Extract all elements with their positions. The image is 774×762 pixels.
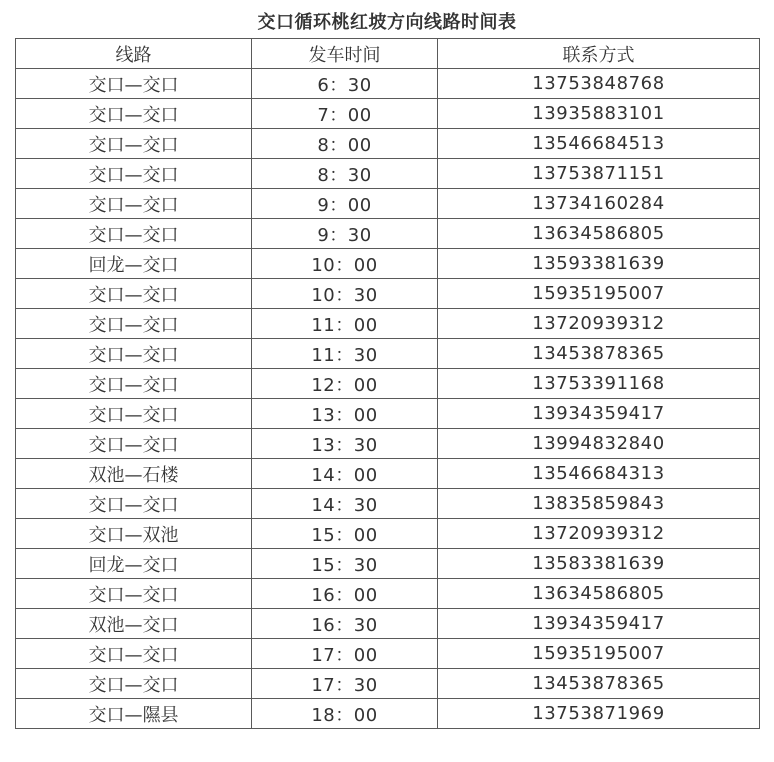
route-cell: 交口—双池 — [16, 519, 252, 549]
route-cell: 交口—交口 — [16, 399, 252, 429]
contact-phone-cell: 13935883101 — [438, 99, 760, 129]
departure-time-cell: 6：30 — [252, 69, 438, 99]
departure-time-cell: 16：30 — [252, 609, 438, 639]
departure-time-cell: 15：00 — [252, 519, 438, 549]
route-cell: 回龙—交口 — [16, 549, 252, 579]
table-row — [16, 429, 760, 459]
contact-phone-cell: 13546684313 — [438, 459, 760, 489]
contact-phone-cell: 13593381639 — [438, 249, 760, 279]
contact-phone-cell: 13583381639 — [438, 549, 760, 579]
contact-phone-cell: 13753871151 — [438, 159, 760, 189]
table-row — [16, 519, 760, 549]
departure-time-cell: 9：00 — [252, 189, 438, 219]
departure-time-cell: 18：00 — [252, 699, 438, 729]
route-cell: 交口—交口 — [16, 219, 252, 249]
departure-time-cell: 9：30 — [252, 219, 438, 249]
contact-phone-cell: 13934359417 — [438, 609, 760, 639]
table-row — [16, 309, 760, 339]
table-row — [16, 609, 760, 639]
departure-time-cell: 7：00 — [252, 99, 438, 129]
contact-phone-cell: 13634586805 — [438, 219, 760, 249]
contact-phone-cell: 13753871969 — [438, 699, 760, 729]
contact-phone-cell: 15935195007 — [438, 279, 760, 309]
contact-phone-cell: 13634586805 — [438, 579, 760, 609]
schedule-body — [16, 69, 760, 729]
table-header-row — [16, 39, 760, 69]
table-row — [16, 639, 760, 669]
route-cell: 交口—交口 — [16, 309, 252, 339]
departure-time-cell: 17：00 — [252, 639, 438, 669]
contact-phone-cell: 13453878365 — [438, 669, 760, 699]
departure-time-cell: 10：30 — [252, 279, 438, 309]
column-header-route: 线路 — [16, 39, 252, 69]
table-row — [16, 279, 760, 309]
departure-time-cell: 15：30 — [252, 549, 438, 579]
departure-time-cell: 8：30 — [252, 159, 438, 189]
table-row — [16, 669, 760, 699]
table-row — [16, 69, 760, 99]
route-cell: 双池—石楼 — [16, 459, 252, 489]
contact-phone-cell: 15935195007 — [438, 639, 760, 669]
contact-phone-cell: 13720939312 — [438, 309, 760, 339]
route-cell: 交口—隰县 — [16, 699, 252, 729]
table-row — [16, 99, 760, 129]
table-row — [16, 699, 760, 729]
departure-time-cell: 12：00 — [252, 369, 438, 399]
schedule-table — [15, 38, 760, 729]
table-row — [16, 579, 760, 609]
contact-phone-cell: 13835859843 — [438, 489, 760, 519]
contact-phone-cell: 13720939312 — [438, 519, 760, 549]
departure-time-cell: 17：30 — [252, 669, 438, 699]
departure-time-cell: 11：30 — [252, 339, 438, 369]
page-title: 交口循环桃红坡方向线路时间表 — [257, 12, 517, 33]
contact-phone-cell: 13753391168 — [438, 369, 760, 399]
table-row — [16, 159, 760, 189]
route-cell: 交口—交口 — [16, 189, 252, 219]
route-cell: 交口—交口 — [16, 69, 252, 99]
departure-time-cell: 11：00 — [252, 309, 438, 339]
route-cell: 交口—交口 — [16, 429, 252, 459]
route-cell: 交口—交口 — [16, 159, 252, 189]
table-row — [16, 189, 760, 219]
column-header-departure-time: 发车时间 — [252, 39, 438, 69]
departure-time-cell: 16：00 — [252, 579, 438, 609]
route-cell: 交口—交口 — [16, 339, 252, 369]
table-row — [16, 219, 760, 249]
table-row — [16, 369, 760, 399]
departure-time-cell: 10：00 — [252, 249, 438, 279]
route-cell: 交口—交口 — [16, 129, 252, 159]
contact-phone-cell: 13453878365 — [438, 339, 760, 369]
departure-time-cell: 13：00 — [252, 399, 438, 429]
contact-phone-cell: 13753848768 — [438, 69, 760, 99]
contact-phone-cell: 13934359417 — [438, 399, 760, 429]
table-row — [16, 249, 760, 279]
contact-phone-cell: 13994832840 — [438, 429, 760, 459]
route-cell: 交口—交口 — [16, 279, 252, 309]
route-cell: 交口—交口 — [16, 669, 252, 699]
column-header-contact: 联系方式 — [438, 39, 760, 69]
departure-time-cell: 13：30 — [252, 429, 438, 459]
contact-phone-cell: 13546684513 — [438, 129, 760, 159]
route-cell: 回龙—交口 — [16, 249, 252, 279]
table-row — [16, 339, 760, 369]
departure-time-cell: 14：30 — [252, 489, 438, 519]
table-row — [16, 399, 760, 429]
table-row — [16, 489, 760, 519]
departure-time-cell: 14：00 — [252, 459, 438, 489]
route-cell: 交口—交口 — [16, 489, 252, 519]
route-cell: 交口—交口 — [16, 99, 252, 129]
table-row — [16, 129, 760, 159]
route-cell: 交口—交口 — [16, 579, 252, 609]
table-row — [16, 549, 760, 579]
table-row — [16, 459, 760, 489]
route-cell: 交口—交口 — [16, 369, 252, 399]
contact-phone-cell: 13734160284 — [438, 189, 760, 219]
route-cell: 交口—交口 — [16, 639, 252, 669]
route-cell: 双池—交口 — [16, 609, 252, 639]
departure-time-cell: 8：00 — [252, 129, 438, 159]
